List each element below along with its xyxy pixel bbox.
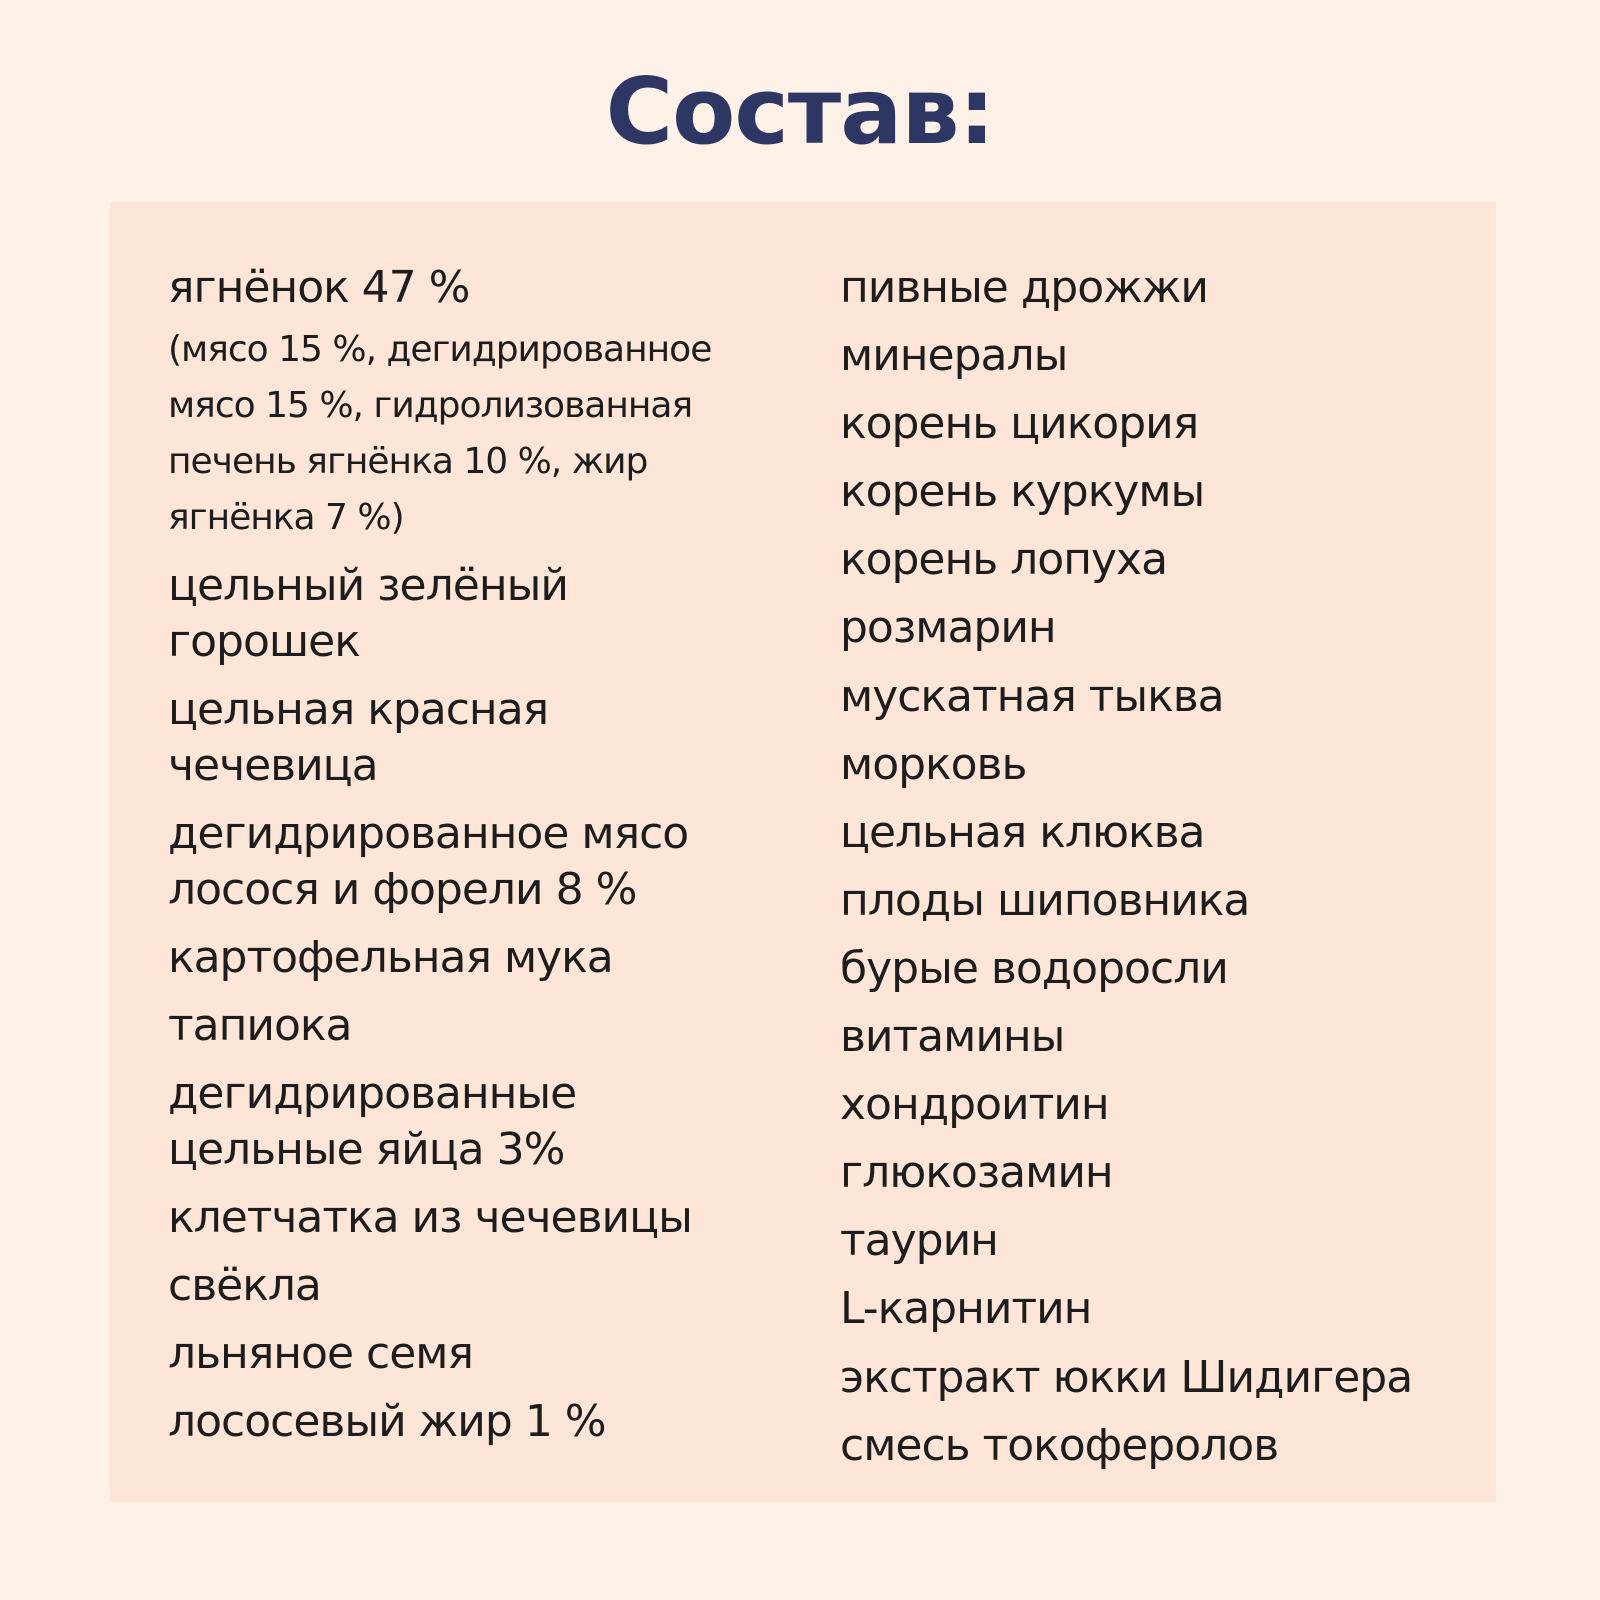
ingredient-item: смесь токоферолов: [840, 1419, 1279, 1471]
ingredient-item: ягнёнок 47 %: [168, 262, 470, 313]
ingredient-item: плоды шиповника: [840, 874, 1250, 926]
ingredient-item: корень лопуха: [840, 534, 1168, 586]
ingredients-panel: [110, 202, 1496, 1502]
ingredient-item: морковь: [840, 738, 1027, 790]
ingredient-item: хондроитин: [840, 1079, 1109, 1131]
ingredient-item: розмарин: [840, 602, 1056, 654]
ingredient-item: тапиока: [168, 1000, 352, 1051]
ingredient-item: картофельная мука: [168, 932, 613, 983]
page-title: Состав:: [605, 58, 995, 165]
ingredient-item: дегидрированное мясо лосося и форели 8 %: [168, 808, 689, 915]
ingredient-item: бурые водоросли: [840, 942, 1228, 994]
ingredients-left-column: [168, 260, 808, 1462]
ingredient-item: лососевый жир 1 %: [168, 1396, 606, 1447]
ingredient-item: цельная красная чечевица: [168, 684, 549, 791]
ingredient-item: таурин: [840, 1215, 998, 1267]
ingredient-item: L-карнитин: [840, 1283, 1092, 1335]
ingredient-item: цельный зелёный горошек: [168, 560, 568, 667]
ingredient-item: льняное семя: [168, 1328, 473, 1379]
ingredient-item: цельная клюква: [840, 806, 1205, 858]
ingredient-item: глюкозамин: [840, 1147, 1113, 1199]
ingredient-item: дегидрированные цельные яйца 3%: [168, 1068, 577, 1175]
ingredient-item: корень цикория: [840, 398, 1199, 450]
ingredient-item: пивные дрожжи: [840, 262, 1209, 313]
ingredient-item: мускатная тыква: [840, 670, 1224, 722]
ingredients-right-column: [840, 260, 1480, 1486]
ingredient-item: минералы: [840, 330, 1068, 382]
ingredient-item: свёкла: [168, 1260, 321, 1311]
ingredient-item: корень куркумы: [840, 466, 1205, 518]
ingredient-note: (мясо 15 %, дегидрированное мясо 15 %, гидролизованная печень ягнёнка 10 %, жир ягнёнка 7 %): [168, 329, 712, 538]
ingredient-item: витамины: [840, 1011, 1065, 1063]
ingredient-item: экстракт юкки Шидигера: [840, 1351, 1413, 1403]
ingredient-item: клетчатка из чечевицы: [168, 1192, 692, 1243]
